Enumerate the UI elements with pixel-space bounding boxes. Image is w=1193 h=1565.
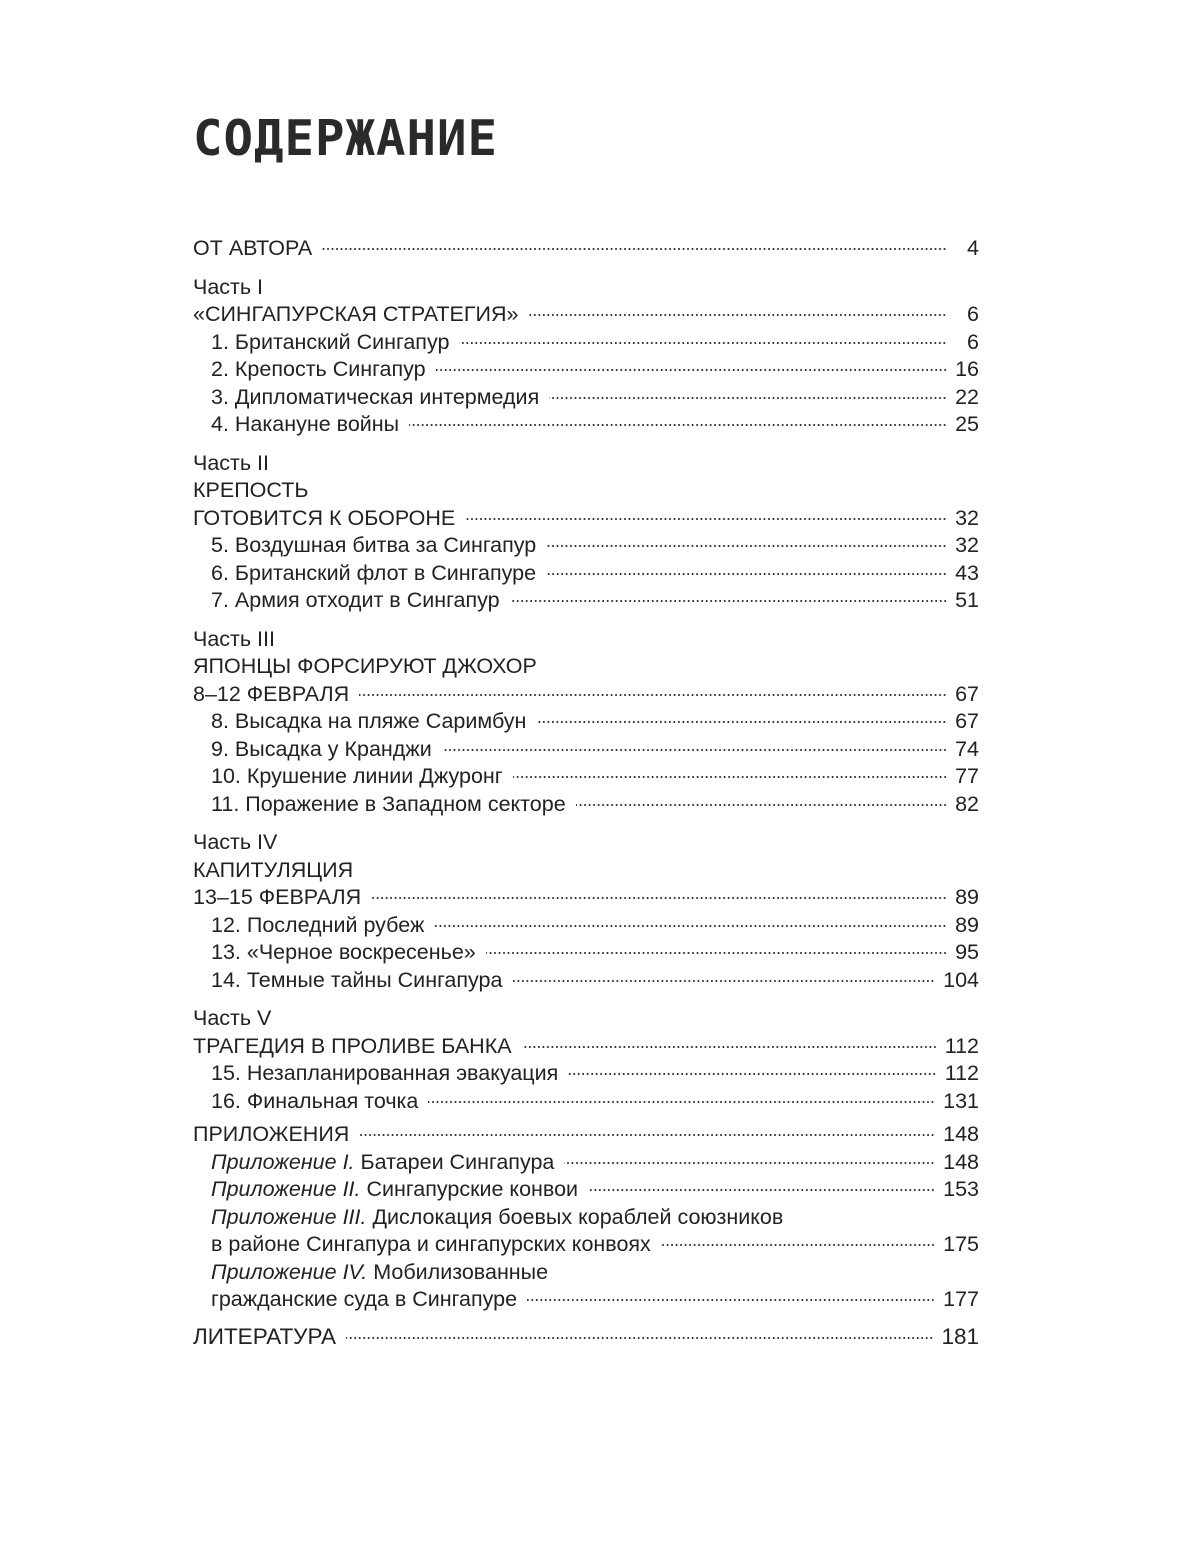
toc-entry-label: 12. Последний рубеж <box>211 912 425 937</box>
toc-page-number: 104 <box>943 967 979 992</box>
dot-leader <box>588 1189 935 1191</box>
dot-leader <box>465 518 947 520</box>
toc-entry-label: 14. Темные тайны Сингапура <box>211 967 503 992</box>
toc-page-number: 112 <box>944 1033 979 1058</box>
part-heading <box>193 450 979 478</box>
toc-page-number: 131 <box>943 1088 979 1113</box>
toc-entry-chapter[interactable] <box>193 411 979 439</box>
table-of-contents <box>193 235 979 1354</box>
toc-entry-appendix[interactable] <box>193 1176 979 1204</box>
dot-leader <box>546 573 947 575</box>
dot-leader <box>522 1046 937 1048</box>
dot-leader <box>546 545 947 547</box>
toc-entry-label: 15. Незапланированная эвакуация <box>211 1061 559 1085</box>
toc-entry-appendix-line[interactable] <box>193 1259 979 1287</box>
part-title-line <box>193 477 979 505</box>
toc-entry-part-title[interactable] <box>193 505 979 533</box>
toc-entry-label: 2. Крепость Сингапур <box>211 357 426 381</box>
toc-page-number: 67 <box>955 681 979 706</box>
dot-leader <box>409 424 947 426</box>
toc-entry-label: КРЕПОСТЬ <box>193 478 309 502</box>
dot-leader <box>442 749 947 751</box>
part-title-line <box>193 857 979 885</box>
toc-entry-literature[interactable] <box>193 1320 979 1354</box>
toc-entry-label: ЯПОНЦЫ ФОРСИРУЮТ ДЖОХОР <box>193 654 537 678</box>
toc-page-number: 148 <box>943 1149 979 1174</box>
toc-entry-chapter[interactable] <box>193 356 979 384</box>
toc-page-number: 181 <box>941 1323 979 1349</box>
dot-leader <box>527 1299 935 1301</box>
toc-entry-label <box>211 1176 578 1204</box>
toc-page-number: 112 <box>944 1061 979 1085</box>
toc-entry-label: 6. Британский флот в Сингапуре <box>211 560 537 585</box>
toc-entry-label <box>211 1204 783 1232</box>
appendix-prefix: Приложение III. <box>211 1204 367 1229</box>
toc-entry-label: 1. Британский Сингапур <box>211 329 450 354</box>
toc-entry-chapter[interactable] <box>193 560 979 588</box>
toc-page-number: 175 <box>943 1232 979 1256</box>
toc-entry-label: гражданские суда в Сингапуре <box>211 1287 518 1311</box>
toc-entry-label: 4. Накануне войны <box>211 412 400 436</box>
toc-entry-chapter[interactable] <box>193 967 979 995</box>
appendix-prefix: Приложение IV. <box>211 1259 368 1284</box>
appendix-title: Батареи Сингапура <box>354 1149 555 1174</box>
appendix-title: Мобилизованные <box>367 1259 549 1284</box>
toc-page-number: 89 <box>955 912 979 937</box>
toc-entry-chapter[interactable] <box>193 587 979 615</box>
toc-page-number: 4 <box>967 236 979 260</box>
dot-leader <box>436 369 947 371</box>
toc-entry-part-title[interactable] <box>193 884 979 912</box>
page-title: СОДЕРЖАНИЕ <box>193 110 499 167</box>
toc-entry-appendix[interactable] <box>193 1231 979 1259</box>
part-heading <box>193 626 979 654</box>
toc-entry-part-title[interactable] <box>193 1033 979 1061</box>
toc-entry-label: 13–15 ФЕВРАЛЯ <box>193 885 362 909</box>
toc-page-number: 82 <box>955 791 979 816</box>
toc-entry-appendix[interactable] <box>193 1149 979 1177</box>
dot-leader <box>486 952 947 954</box>
part-heading <box>193 1005 979 1033</box>
toc-entry-label: 11. Поражение в Западном секторе <box>211 791 566 816</box>
toc-entry-label: 9. Высадка у Кранджи <box>211 736 432 761</box>
toc-entry-label: 5. Воздушная битва за Сингапур <box>211 533 537 557</box>
toc-entry-chapter[interactable] <box>193 1060 979 1088</box>
toc-entry-label: 3. Дипломатическая интермедия <box>211 384 540 409</box>
toc-entry-chapter[interactable] <box>193 912 979 940</box>
toc-entry-chapter[interactable] <box>193 708 979 736</box>
toc-page-number: 95 <box>955 940 979 964</box>
dot-leader <box>371 897 947 899</box>
toc-page-number: 177 <box>943 1287 979 1311</box>
part-heading-label: Часть II <box>193 450 270 475</box>
dot-leader <box>512 980 935 982</box>
dot-leader <box>661 1244 935 1246</box>
part-heading-label: Часть IV <box>193 830 278 854</box>
dot-leader <box>549 397 947 399</box>
dot-leader <box>359 1134 935 1136</box>
toc-entry-chapter[interactable] <box>193 736 979 764</box>
toc-page-number: 74 <box>955 736 979 761</box>
toc-entry-label: 16. Финальная точка <box>211 1088 419 1113</box>
toc-entry-label: 7. Армия отходит в Сингапур <box>211 588 500 612</box>
toc-entry-label: ТРАГЕДИЯ В ПРОЛИВЕ БАНКА <box>193 1033 512 1058</box>
appendix-title: Дислокация боевых кораблей союзников <box>366 1204 784 1229</box>
part-heading-label: Часть V <box>193 1006 272 1030</box>
dot-leader <box>510 600 947 602</box>
part-heading <box>193 829 979 857</box>
part-title-line <box>193 653 979 681</box>
toc-entry-label: 13. «Черное воскресенье» <box>211 940 476 964</box>
toc-entry-label: ОТ АВТОРА <box>193 236 313 260</box>
toc-entry-label <box>211 1259 548 1287</box>
toc-entry-label: 10. Крушение линии Джуронг <box>211 764 503 788</box>
toc-page-number: 32 <box>955 505 979 530</box>
toc-entry-chapter[interactable] <box>193 532 979 560</box>
appendix-prefix: Приложение II. <box>211 1177 361 1201</box>
part-heading-label: Часть III <box>193 626 275 651</box>
toc-entry-label: ГОТОВИТСЯ К ОБОРОНЕ <box>193 505 456 530</box>
toc-entry-label: 8–12 ФЕВРАЛЯ <box>193 681 350 706</box>
dot-leader <box>428 1101 935 1103</box>
toc-entry-chapter[interactable] <box>193 763 979 791</box>
dot-leader <box>359 694 947 696</box>
toc-entry-label: КАПИТУЛЯЦИЯ <box>193 857 354 882</box>
toc-entry-chapter[interactable] <box>193 329 979 357</box>
appendix-prefix: Приложение I. <box>211 1149 355 1174</box>
toc-entry-chapter[interactable] <box>193 1088 979 1116</box>
toc-entry-chapter[interactable] <box>193 384 979 412</box>
toc-entry-label: ПРИЛОЖЕНИЯ <box>193 1122 350 1146</box>
appendix-title: Сингапурские конвои <box>360 1177 579 1201</box>
dot-leader <box>459 342 947 344</box>
toc-entry-part-title[interactable] <box>193 681 979 709</box>
dot-leader <box>576 804 947 806</box>
toc-entry-label: ЛИТЕРАТУРА <box>193 1323 336 1349</box>
dot-leader <box>513 776 947 778</box>
toc-entry-label: 8. Высадка на пляже Саримбун <box>211 709 527 733</box>
toc-entry-chapter[interactable] <box>193 791 979 819</box>
toc-page-number: 51 <box>955 588 979 612</box>
toc-page-number: 153 <box>943 1177 979 1201</box>
part-heading-label: Часть I <box>193 274 264 299</box>
toc-page-number: 43 <box>955 560 979 585</box>
dot-leader <box>536 721 947 723</box>
dot-leader <box>564 1162 935 1164</box>
toc-page-number: 22 <box>955 384 979 409</box>
dot-leader <box>434 925 947 927</box>
toc-entry-label: в районе Сингапура и сингапурских конвоях <box>211 1232 651 1256</box>
toc-page-number: 25 <box>955 412 979 436</box>
toc-entry-author[interactable] <box>193 235 979 263</box>
toc-page-number: 148 <box>943 1122 979 1146</box>
dot-leader <box>568 1073 936 1075</box>
toc-entry-label: «СИНГАПУРСКАЯ СТРАТЕГИЯ» <box>193 302 519 326</box>
part-heading <box>193 274 979 302</box>
toc-page-number: 32 <box>955 533 979 557</box>
toc-entry-appendices[interactable] <box>193 1121 979 1149</box>
toc-page-number: 89 <box>955 885 979 909</box>
toc-page-number: 6 <box>967 302 979 326</box>
dot-leader <box>322 248 947 250</box>
toc-page-number: 67 <box>955 709 979 733</box>
toc-entry-appendix-line[interactable] <box>193 1204 979 1232</box>
toc-entry-label <box>211 1149 554 1177</box>
toc-entry-chapter[interactable] <box>193 939 979 967</box>
toc-page-number: 16 <box>955 357 979 381</box>
dot-leader <box>346 1337 933 1339</box>
toc-page-number: 6 <box>967 329 979 354</box>
toc-entry-part-title[interactable] <box>193 301 979 329</box>
toc-entry-appendix[interactable] <box>193 1286 979 1314</box>
toc-page-number: 77 <box>955 764 979 788</box>
dot-leader <box>528 314 947 316</box>
